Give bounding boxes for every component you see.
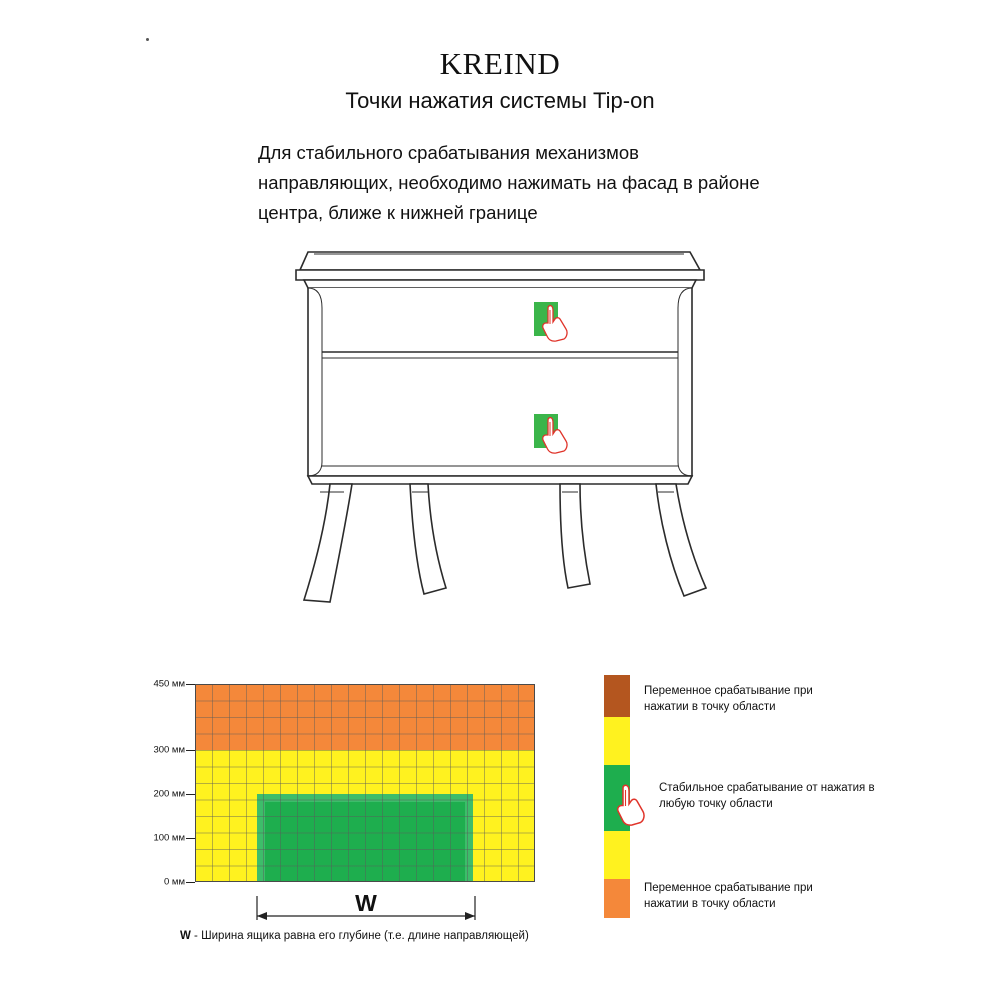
stray-dot-mark [146,38,149,41]
y-label-100: 100 мм [153,832,185,844]
press-point-lower-drawer[interactable] [534,414,570,454]
chart-legend [604,675,934,925]
y-tick-300 [186,750,195,751]
press-point-upper-drawer[interactable] [534,302,570,342]
legend-label-top: Переменное срабатывание при нажатии в точку области [644,685,813,713]
legend-swatch-yellow-top [604,717,630,765]
y-tick-0 [186,882,195,883]
chart-plot-area [195,684,535,882]
width-label: W [355,890,377,916]
legend-swatch-orange-dark [604,675,630,717]
legend-swatch-yellow-bottom [604,831,630,879]
y-label-450: 450 мм [153,678,185,690]
y-tick-100 [186,838,195,839]
width-note-text: - Ширина ящика равна его глубине (т.е. длине направляющей) [190,930,529,942]
width-note [180,930,610,942]
width-note-symbol: W [180,930,191,942]
y-label-200: 200 мм [153,788,185,800]
legend-swatch-orange [604,879,630,918]
y-label-300: 300 мм [153,744,185,756]
intro-paragraph: Для стабильного срабатывания механизмов направляющих, необходимо нажимать на фасад в районе центра, ближе к нижней границе [258,142,760,223]
brand-title: KREIND [439,46,561,81]
y-label-0: 0 мм [164,876,185,888]
y-tick-200 [186,794,195,795]
cabinet-illustration [260,222,740,622]
chart-plot-border [195,684,535,882]
legend-label-bottom: Переменное срабатывание при нажатии в точку области [644,882,813,910]
hand-cursor-icon-lower [538,416,572,454]
legend-label-middle: Стабильное срабатывание от нажатия в любую точку области [659,782,875,810]
hand-cursor-icon-upper [538,304,572,342]
page-subtitle: Точки нажатия системы Tip-on [345,88,655,113]
hand-cursor-icon-legend [612,783,652,827]
y-tick-450 [186,684,195,685]
chart-y-axis [140,672,195,887]
